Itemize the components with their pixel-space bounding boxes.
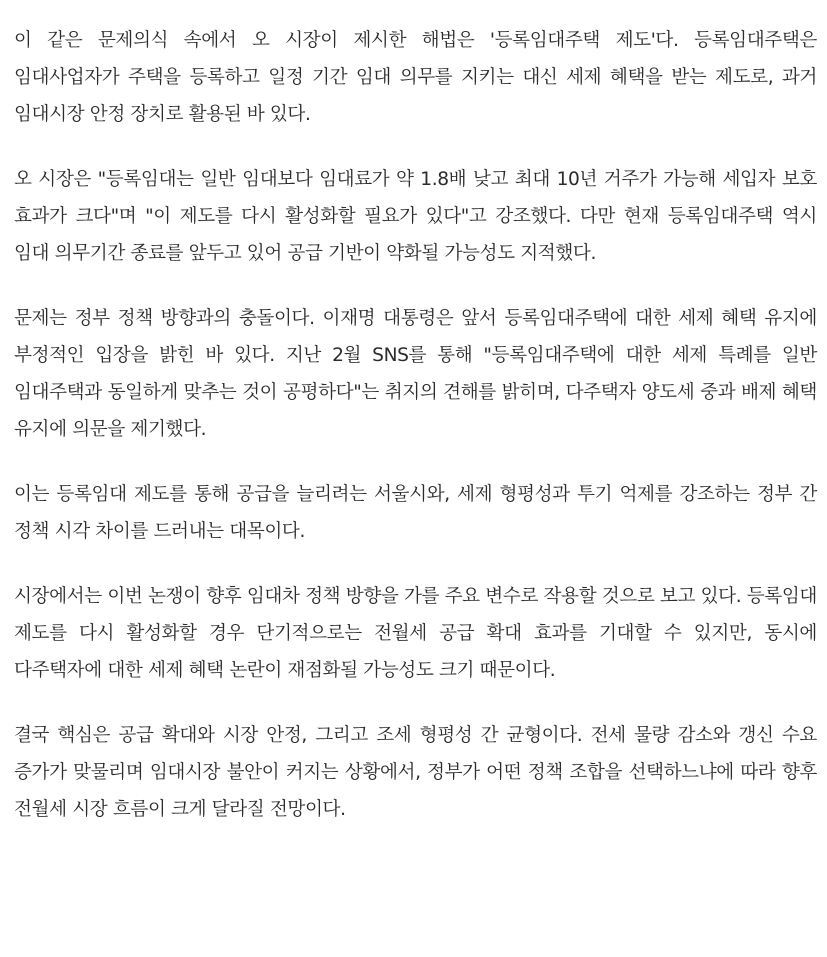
article-body	[14, 22, 817, 828]
paragraph: 이 같은 문제의식 속에서 오 시장이 제시한 해법은 '등록임대주택 제도'다. 등록임대주택은 임대사업자가 주택을 등록하고 일정 기간 임대 의무를 지키는 대신 세제 혜택을 받는 제도로, 과거 임대시장 안정 장치로 활용된 바 있다.	[14, 30, 817, 125]
paragraph: 결국 핵심은 공급 확대와 시장 안정, 그리고 조세 형평성 간 균형이다. 전세 물량 감소와 갱신 수요 증가가 맞물리며 임대시장 불안이 커지는 상황에서, 정부가 어떤 정책 조합을 선택하느냐에 따라 향후 전월세 시장 흐름이 크게 달라질 전망이다.	[14, 725, 817, 820]
paragraph: 시장에서는 이번 논쟁이 향후 임대차 정책 방향을 가를 주요 변수로 작용할 것으로 보고 있다. 등록임대 제도를 다시 활성화할 경우 단기적으로는 전월세 공급 확대 효과를 기대할 수 있지만, 동시에 다주택자에 대한 세제 혜택 논란이 재점화될 가능성도 크기 때문이다.	[14, 586, 817, 681]
paragraph: 오 시장은 "등록임대는 일반 임대보다 임대료가 약 1.8배 낮고 최대 10년 거주가 가능해 세입자 보호 효과가 크다"며 "이 제도를 다시 활성화할 필요가 있다"고 강조했다. 다만 현재 등록임대주택 역시 임대 의무기간 종료를 앞두고 있어 공급 기반이 약화될 가능성도 지적했다.	[14, 169, 817, 264]
paragraph: 문제는 정부 정책 방향과의 충돌이다. 이재명 대통령은 앞서 등록임대주택에 대한 세제 혜택 유지에 부정적인 입장을 밝힌 바 있다. 지난 2월 SNS를 통해 "등록임대주택에 대한 세제 특례를 일반 임대주택과 동일하게 맞추는 것이 공평하다"는 취지의 견해를 밝히며, 다주택자 양도세 중과 배제 혜택 유지에 의문을 제기했다.	[14, 308, 817, 440]
paragraph: 이는 등록임대 제도를 통해 공급을 늘리려는 서울시와, 세제 형평성과 투기 억제를 강조하는 정부 간 정책 시각 차이를 드러내는 대목이다.	[14, 484, 817, 542]
